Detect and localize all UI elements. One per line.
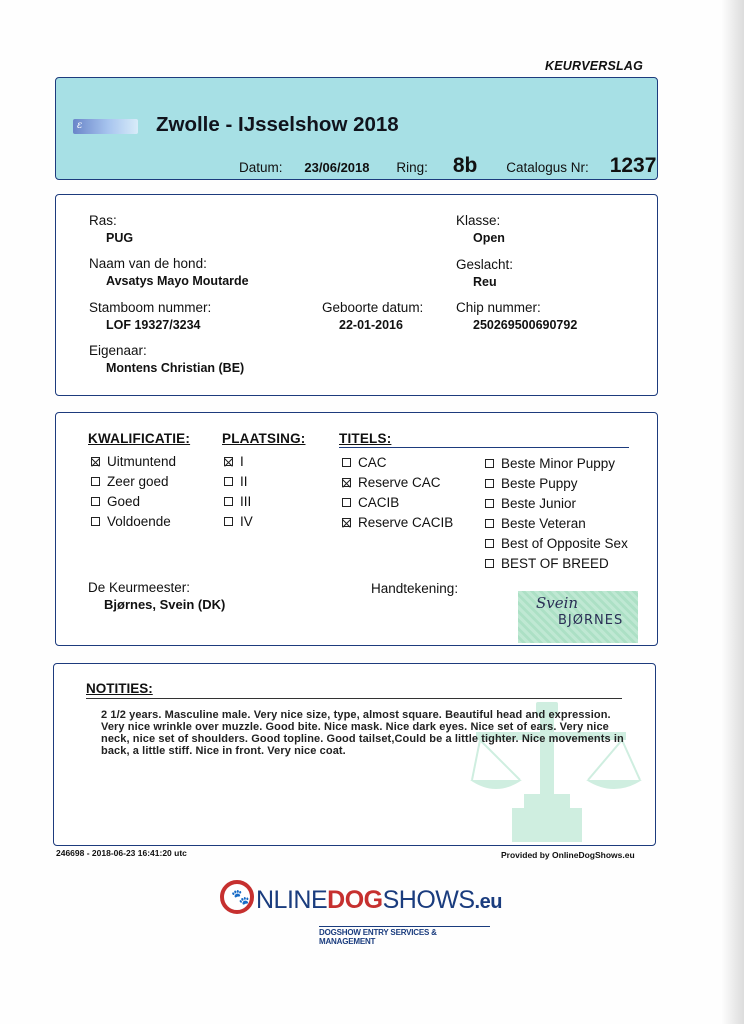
kwalificatie-option[interactable]: [91, 494, 140, 510]
signature-line-2: BJØRNES: [558, 613, 624, 628]
plaatsing-option[interactable]: [224, 454, 244, 470]
plaatsing-option[interactable]: [224, 494, 251, 510]
titel-option[interactable]: [485, 536, 628, 552]
signature-stamp: [518, 591, 638, 643]
checked-box-icon[interactable]: [342, 518, 351, 527]
ras-field: [89, 213, 133, 247]
titel-option[interactable]: [342, 455, 387, 471]
signature-label: Handtekening:: [371, 581, 459, 596]
kwalificatie-option[interactable]: [91, 474, 169, 490]
brand-word-dog: DOG: [327, 886, 383, 914]
brand-word-shows: SHOWS: [382, 886, 475, 914]
empty-box-icon[interactable]: [224, 497, 233, 506]
kwalificatie-option[interactable]: [91, 454, 176, 470]
naam-value: Avsatys Mayo Moutarde: [106, 274, 249, 288]
brand-wordmark: [256, 886, 502, 915]
stamboom-label: Stamboom nummer:: [89, 300, 212, 315]
empty-box-icon[interactable]: [485, 499, 494, 508]
titel-option-label: Beste Minor Puppy: [501, 456, 616, 471]
ring-label: Ring:: [396, 160, 428, 175]
plaatsing-option-label: IV: [240, 514, 253, 529]
titel-option-label: Beste Junior: [501, 496, 577, 511]
document-type-label: KEURVERSLAG: [545, 59, 644, 73]
judge-label: De Keurmeester:: [88, 580, 191, 595]
titel-option-label: Best of Opposite Sex: [501, 536, 628, 551]
titel-option[interactable]: [485, 456, 615, 472]
notes-underline: [86, 698, 622, 699]
titel-option-label: Beste Puppy: [501, 476, 578, 491]
kwalificatie-option-label: Goed: [107, 494, 141, 509]
titel-option-label: CAC: [358, 455, 387, 470]
event-logo-icon: ε: [73, 119, 138, 134]
page-edge-shadow: [722, 0, 744, 1024]
empty-box-icon[interactable]: [342, 498, 351, 507]
onlinedogshows-logo: [220, 878, 502, 946]
chip-label: Chip nummer:: [456, 300, 541, 315]
judge-name: Bjørnes, Svein (DK): [104, 597, 226, 612]
catalogus-label: Catalogus Nr:: [506, 160, 589, 175]
checked-box-icon[interactable]: [224, 457, 233, 466]
event-meta-row: [239, 154, 656, 182]
titel-option-label: CACIB: [358, 495, 400, 510]
titel-option[interactable]: [485, 556, 609, 572]
titel-option[interactable]: [485, 516, 586, 532]
plaatsing-option-label: III: [240, 494, 252, 509]
klasse-field: [456, 213, 505, 247]
kwalificatie-option-label: Zeer goed: [107, 474, 169, 489]
geboorte-value: 22-01-2016: [339, 318, 403, 332]
empty-box-icon[interactable]: [485, 519, 494, 528]
stamboom-field: [89, 300, 211, 334]
naam-field: [89, 256, 249, 290]
ras-label: Ras:: [89, 213, 117, 228]
kwalificatie-option[interactable]: [91, 514, 171, 530]
naam-label: Naam van de hond:: [89, 256, 207, 271]
titels-heading: TITELS:: [339, 431, 392, 446]
dog-info-section: [55, 194, 658, 396]
titel-option[interactable]: [485, 496, 576, 512]
stamboom-value: LOF 19327/3234: [106, 318, 201, 332]
empty-box-icon[interactable]: [485, 539, 494, 548]
empty-box-icon[interactable]: [91, 497, 100, 506]
geslacht-field: [456, 257, 513, 291]
titel-option[interactable]: [342, 495, 399, 511]
empty-box-icon[interactable]: [342, 458, 351, 467]
empty-box-icon[interactable]: [485, 559, 494, 568]
kwalificatie-option-label: Uitmuntend: [107, 454, 177, 469]
judging-section: [55, 412, 658, 646]
notes-text: 2 1/2 years. Masculine male. Very nice size, type, almost square. Beautiful head and expression. Very nice wrinkle over muzzle. Good bite. Nice mask. Nice dark eyes. Nice set of ears. Very nice neck, nice set of shoulders. Good topline. Good tailset,Could be a little tighter. Nice movements in back, a little stiff. Nice in front. Very nice coat.: [101, 709, 624, 757]
ring-value: 8b: [452, 154, 478, 177]
eigenaar-label: Eigenaar:: [89, 343, 147, 358]
catalogus-value: 1237: [609, 154, 657, 177]
titel-option-label: Beste Veteran: [501, 516, 586, 531]
titel-option-label: Reserve CAC: [358, 475, 441, 490]
plaatsing-option-label: I: [240, 454, 244, 469]
titel-option-label: Reserve CACIB: [358, 515, 454, 530]
checked-box-icon[interactable]: [342, 478, 351, 487]
geslacht-label: Geslacht:: [456, 257, 514, 272]
event-header: [55, 77, 658, 180]
notes-heading: NOTITIES:: [86, 681, 153, 696]
titel-option-label: BEST OF BREED: [501, 556, 609, 571]
geboorte-label: Geboorte datum:: [322, 300, 424, 315]
plaatsing-heading: PLAATSING:: [222, 431, 306, 446]
empty-box-icon[interactable]: [485, 479, 494, 488]
chip-value: 250269500690792: [473, 318, 578, 332]
paw-icon: 🐾: [231, 889, 250, 906]
empty-box-icon[interactable]: [224, 517, 233, 526]
klasse-value: Open: [473, 231, 505, 245]
signature-line-1: Svein: [536, 594, 579, 612]
chip-field: [456, 300, 577, 334]
eigenaar-field: [89, 343, 244, 377]
plaatsing-option[interactable]: [224, 474, 248, 490]
titel-option[interactable]: [342, 515, 453, 531]
datum-label: Datum:: [239, 160, 283, 175]
titel-option[interactable]: [342, 475, 441, 491]
eigenaar-value: Montens Christian (BE): [106, 361, 245, 375]
titels-underline: [339, 447, 629, 448]
plaatsing-option-label: II: [240, 474, 248, 489]
empty-box-icon[interactable]: [485, 459, 494, 468]
brand-word-online: NLINE: [256, 886, 328, 914]
titel-option[interactable]: [485, 476, 578, 492]
checked-box-icon[interactable]: [91, 457, 100, 466]
empty-box-icon[interactable]: [91, 517, 100, 526]
logo-ring: [220, 880, 254, 914]
empty-box-icon[interactable]: [91, 477, 100, 486]
event-title: Zwolle - IJsselshow 2018: [156, 113, 399, 136]
ras-value: PUG: [106, 231, 134, 245]
kwalificatie-heading: KWALIFICATIE:: [88, 431, 191, 446]
kwalificatie-option-label: Voldoende: [107, 514, 171, 529]
signature-handwriting: [536, 595, 623, 629]
brand-tagline: DOGSHOW ENTRY SERVICES & MANAGEMENT: [319, 926, 490, 946]
notes-section: [53, 663, 656, 846]
brand-word-eu: .eu: [474, 891, 502, 913]
provided-by-text: Provided by OnlineDogShows.eu: [501, 850, 635, 860]
document-id-timestamp: 246698 - 2018-06-23 16:41:20 utc: [56, 848, 187, 858]
klasse-label: Klasse:: [456, 213, 501, 228]
datum-value: 23/06/2018: [304, 160, 370, 175]
plaatsing-option[interactable]: [224, 514, 253, 530]
geboorte-field: [322, 300, 423, 334]
geslacht-value: Reu: [473, 275, 497, 289]
empty-box-icon[interactable]: [224, 477, 233, 486]
